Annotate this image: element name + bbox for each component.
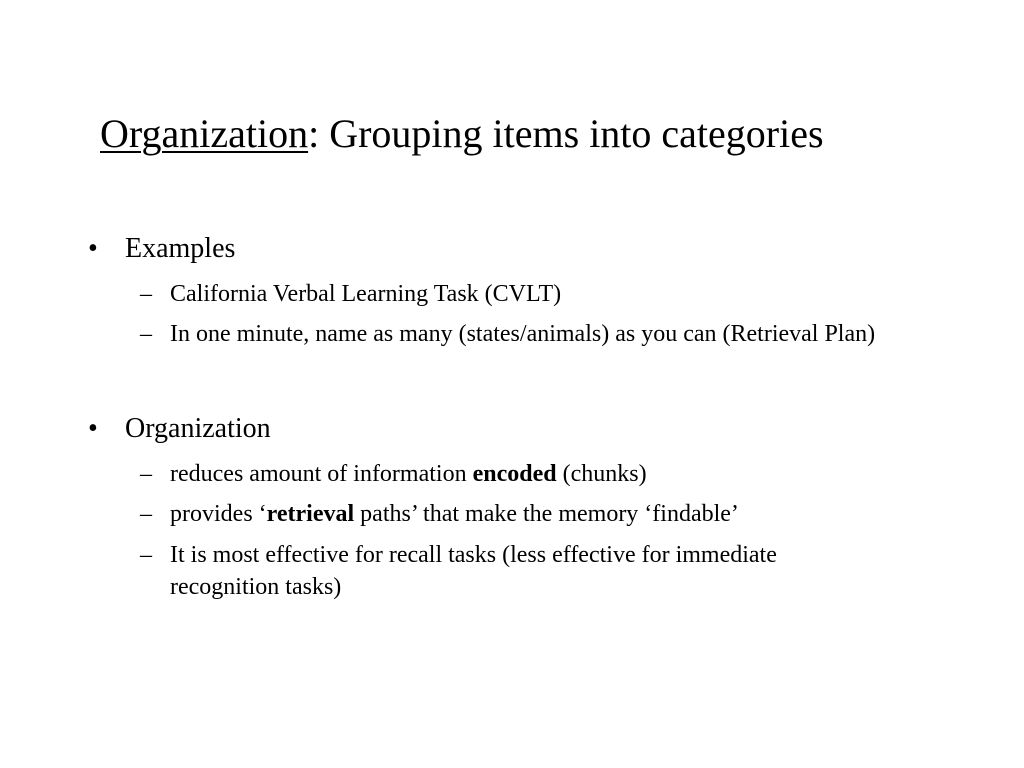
sub-bullet-text bbox=[170, 539, 777, 603]
text-segment: (chunks) bbox=[556, 461, 647, 487]
bold-term: encoded bbox=[472, 461, 557, 487]
text-segment: provides ‘ bbox=[170, 501, 267, 527]
sub-bullet-text: In one minute, name as many (states/animals) as you can (Retrieval Plan) bbox=[170, 321, 876, 347]
bullet-heading: Organization bbox=[125, 413, 271, 444]
dash-mark: – bbox=[140, 461, 152, 487]
dash-mark: – bbox=[140, 321, 152, 347]
text-line: It is most effective for recall tasks (less effective for immediate bbox=[170, 542, 777, 568]
text-segment: paths’ that make the memory ‘findable’ bbox=[354, 501, 739, 527]
text-line: recognition tasks) bbox=[170, 574, 342, 600]
title-rest: : Grouping items into categories bbox=[308, 111, 824, 156]
bullet-dot: • bbox=[88, 233, 98, 264]
text-segment: reduces amount of information bbox=[170, 461, 473, 487]
title-underlined-word: Organization bbox=[100, 111, 309, 156]
bold-term: retrieval bbox=[266, 501, 355, 527]
bullet-dot: • bbox=[88, 413, 98, 444]
sub-bullet-text: California Verbal Learning Task (CVLT) bbox=[170, 281, 562, 307]
sub-bullet-text bbox=[170, 458, 647, 490]
bullet-heading: Examples bbox=[125, 233, 236, 264]
dash-mark: – bbox=[140, 501, 152, 527]
dash-mark: – bbox=[140, 281, 152, 307]
sub-bullet-text bbox=[170, 498, 739, 530]
slide-title bbox=[100, 108, 824, 160]
dash-mark: – bbox=[140, 542, 152, 568]
